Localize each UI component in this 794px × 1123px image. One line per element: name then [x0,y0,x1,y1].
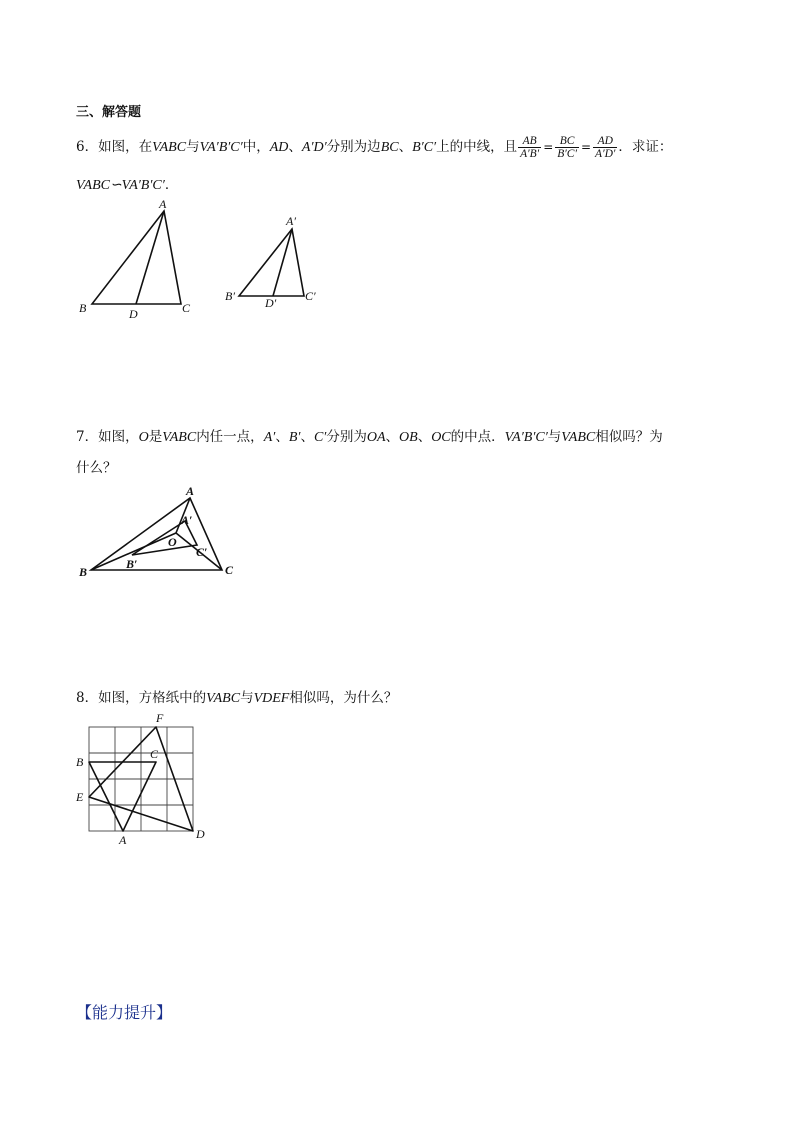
label-f: F [156,711,164,725]
triangle-abc [89,762,156,831]
label-b: B [79,301,87,315]
q6-figure [70,195,340,325]
label-d-prime: D′ [265,296,277,310]
label-c: C [182,301,191,315]
triangle-abc [92,211,181,304]
question-7-number: 7． [76,429,99,445]
triangle-abc [91,498,222,570]
label-c-prime: C′ [196,545,208,559]
question-6-number: 6． [76,139,99,155]
label-c-prime: C′ [305,289,316,303]
label-a-prime: A′ [181,513,193,527]
q7-figure [70,480,250,580]
question-6-line-1: 6．如图，在VABC与VA′B′C′中，AD、A′D′分别为边BC、B′C′上的中线，且 $\frac{AB}{A'B'}$ = $\frac{BC}{B'C'}$ = $\frac{AD}{A'D'}$ ．求证： [76,135,673,160]
label-d: D [129,307,138,321]
question-6-line-2: VABC∽VA′B′C′． [76,177,179,193]
label-d: D [196,827,205,841]
question-7-line-1: 7．如图，O是VABC内任一点，A′、B′、C′分别为OA、OB、OC的中点．VA′B′C′与VABC相似吗？为 [76,429,663,445]
label-a: A [119,833,127,847]
label-b-prime: B′ [126,557,138,571]
label-a-prime: A′ [286,214,296,228]
fraction-ab: $\frac{AB}{A'B'}$ [520,135,540,160]
triangle-a1b1c1 [239,229,304,296]
fraction-bc: $\frac{BC}{B'C'}$ [557,135,577,160]
median-ad [136,211,164,304]
label-o: O [168,535,177,549]
label-c: C [225,563,234,577]
question-8-number: 8． [76,690,99,706]
median-a1d1 [273,229,292,296]
label-a: A [186,484,195,498]
label-b: B [76,755,84,769]
label-b: B [79,565,88,579]
ability-heading: 【能力提升】 [76,1003,173,1022]
section-heading: 三、解答题 [76,105,142,120]
question-8-line-1: 8．如图，方格纸中的VABC与VDEF相似吗，为什么？ [76,690,398,706]
q8-figure [70,708,220,853]
label-c: C [150,747,159,761]
question-7-line-2: 什么？ [76,460,117,476]
fraction-ad: $\frac{AD}{A'D'}$ [595,135,616,160]
label-a: A [159,197,167,211]
label-e: E [76,790,84,804]
label-b-prime: B′ [225,289,235,303]
